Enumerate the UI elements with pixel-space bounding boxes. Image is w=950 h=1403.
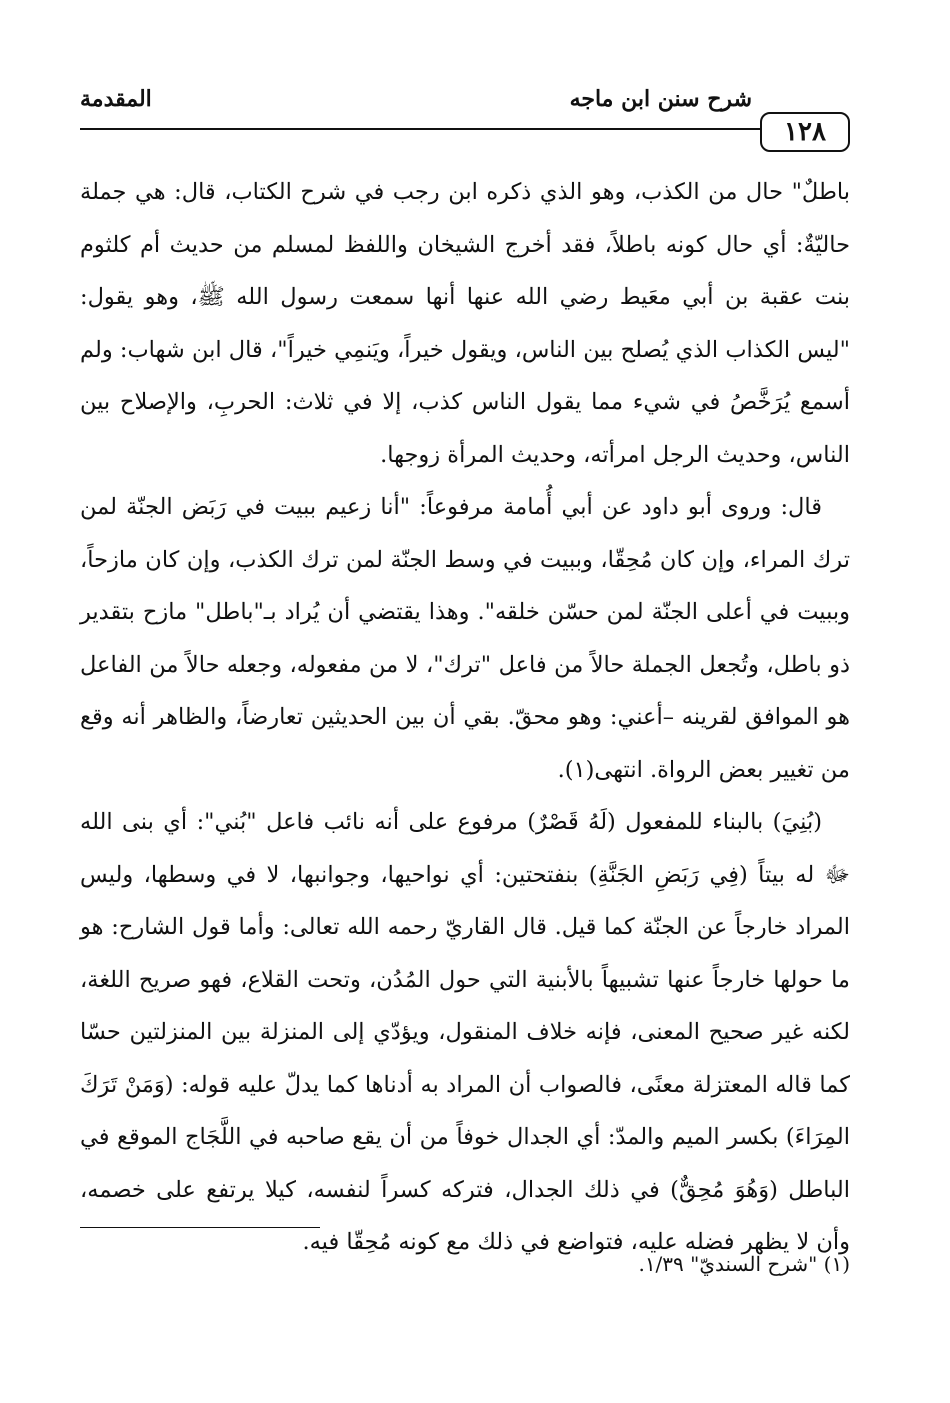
section-title: المقدمة [80,86,152,112]
paragraph-2: قال: وروى أبو داود عن أبي أُمامة مرفوعاً: "أنا زعيم ببيت في رَبَض الجنّة لمن ترك المراء، وإن كان مُحِقّا، وببيت في وسط الجنّة لمن ترك الكذب، وإن كان مازحاً، وببيت في أعلى الجنّة لمن حسّن خلقه". وهذا يقتضي أن يُراد بـ"باطل" مازح بتقدير ذو باطل، وتُجعل الجملة حالاً من فاعل "ترك"، لا من مفعوله، وجعله حالاً من الفاعل هو الموافق لقرينه –أعني: وهو محقّ. بقي أن بين الحديثين تعارضاً، والظاهر أنه وقع من تغيير بعض الرواة. انتهى(١). [80,494,850,783]
page-header [80,78,850,148]
page-number: ١٢٨ [760,112,850,152]
paragraph-3: (بُنِيَ) بالبناء للمفعول (لَهُ قَصْرٌ) مرفوع على أنه نائب فاعل "بُني": أي بنى الله ﷻ له بيتاً (فِي رَبَضِ الجَنَّةِ) بنفتحتين: أي نواحيها، وجوانبها، لا في وسطها، وليس المراد خارجاً عن الجنّة كما قيل. قال القاريّ رحمه الله تعالى: وأما قول الشارح: هو ما حولها خارجاً عنها تشبيهاً بالأبنية التي حول المُدُن، وتحت القلاع، فهو صريح اللغة، لكنه غير صحيح المعنى، فإنه خلاف المنقول، ويؤدّي إلى المنزلة بين المنزلتين حسّا كما قاله المعتزلة معنًى، فالصواب أن المراد به أدناها كما يدلّ عليه قوله: (وَمَنْ تَرَكَ المِرَاءَ) بكسر الميم والمدّ: أي الجدال خوفاً من أن يقع صاحبه في اللَّجَاج الموقع في الباطل (وَهُوَ مُحِقٌّ) في ذلك الجدال، فتركه كسراً لنفسه، كيلا يرتفع على خصمه، وأن لا يظهر فضله عليه، فتواضع في ذلك مع كونه مُحِقّا فيه. [80,809,850,1255]
footnote-rule [80,1227,320,1228]
header-rule [80,128,770,130]
footnote: (١) "شرح السنديّ" ١/٣٩. [638,1252,850,1276]
book-title: شرح سنن ابن ماجه [569,86,752,112]
page [80,78,850,1338]
paragraph-1: باطلٌ" حال من الكذب، وهو الذي ذكره ابن رجب في شرح الكتاب، قال: هي جملة حاليّةٌ: أي حال كونه باطلاً، فقد أخرج الشيخان واللفظ لمسلم من حديث أم كلثوم بنت عقبة بن أبي معَيط رضي الله عنها أنها سمعت رسول الله ﷺ، وهو يقول: "ليس الكذاب الذي يُصلح بين الناس، ويقول خيراً، ويَنمِي خيراً"، قال ابن شهاب: ولم أسمع يُرَخَّصُ في شيء مما يقول الناس كذب، إلا في ثلاث: الحربِ، والإصلاح بين الناس، وحديث الرجل امرأته، وحديث المرأة زوجها. [80,179,850,468]
body-text [80,166,850,1269]
